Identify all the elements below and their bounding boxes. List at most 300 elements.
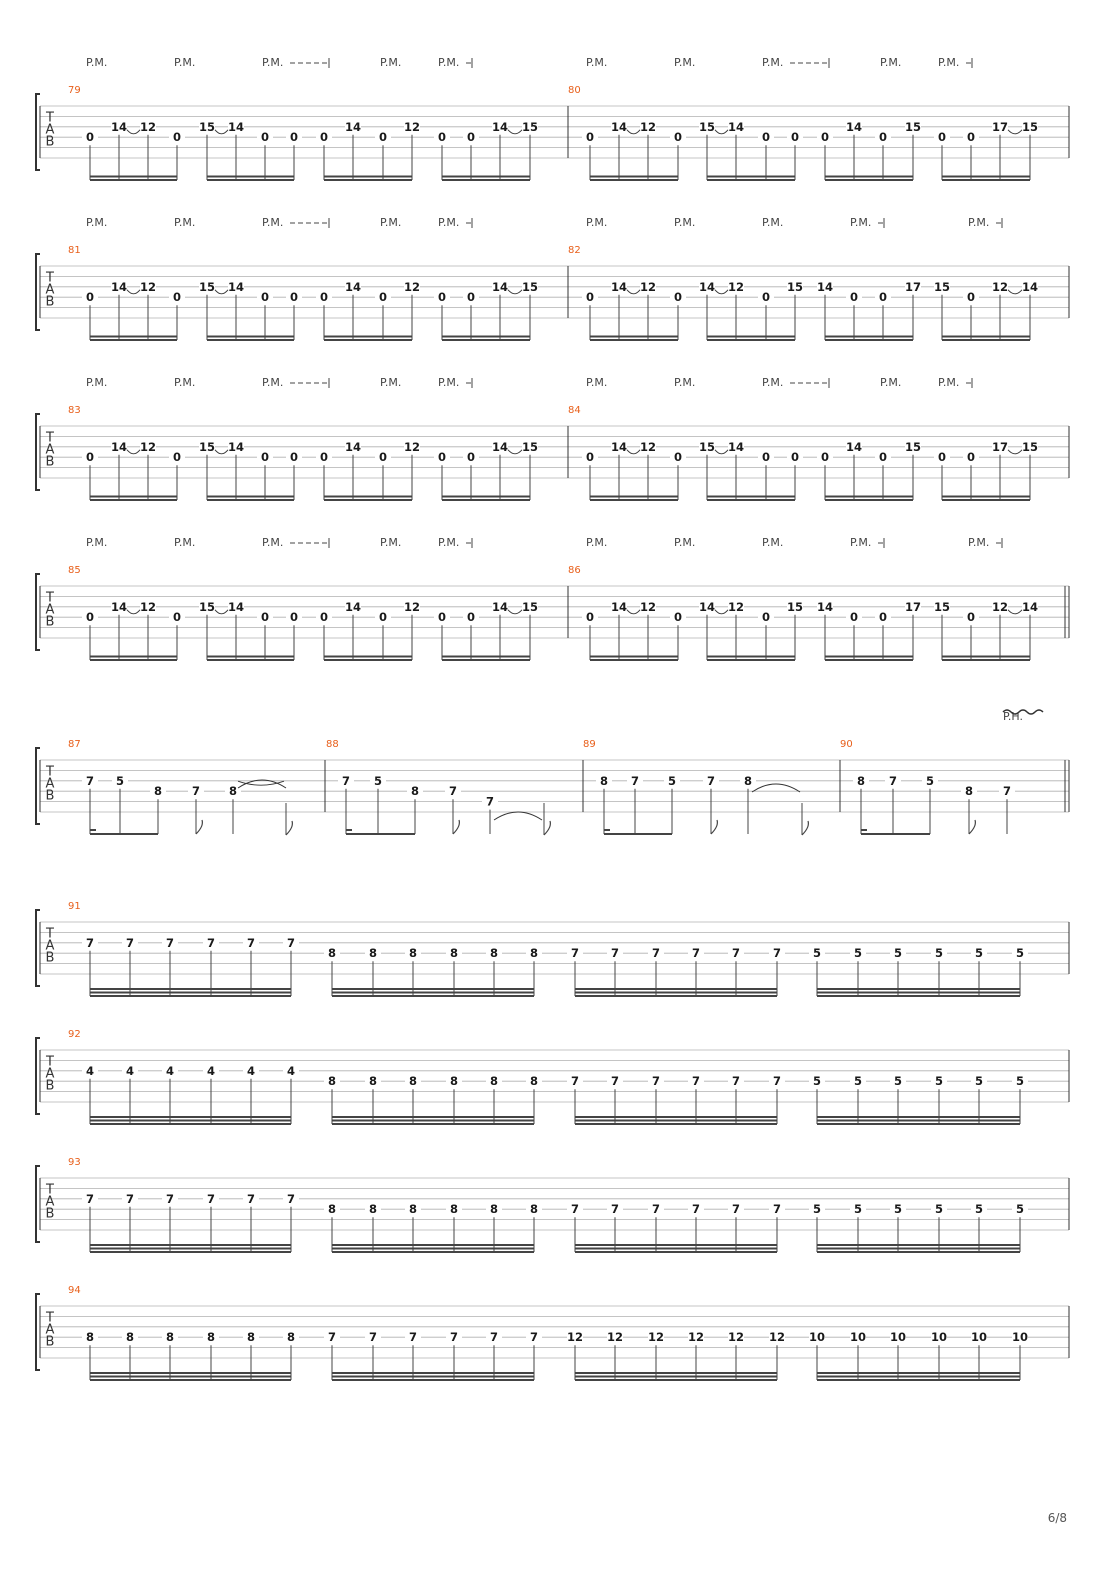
fret-number: 15 <box>933 279 951 294</box>
measure-number: 91 <box>68 901 81 912</box>
fret-number: 7 <box>408 1330 418 1345</box>
fret-number: 0 <box>319 290 329 305</box>
fret-number: 12 <box>639 119 657 134</box>
fret-number: 5 <box>925 773 935 788</box>
fret-number: 8 <box>599 773 609 788</box>
fret-number: 14 <box>845 439 863 454</box>
palm-mute-mark: P.M. <box>938 376 960 389</box>
system-bracket <box>36 1166 40 1242</box>
palm-mute-mark: P.M. <box>86 56 108 69</box>
palm-mute-mark: P.M. <box>674 216 696 229</box>
fret-number: 5 <box>853 1074 863 1089</box>
slur-mark <box>715 450 728 454</box>
fret-number: 0 <box>937 130 947 145</box>
fret-number: 0 <box>466 450 476 465</box>
slur-mark <box>127 290 140 294</box>
measure-number: 89 <box>583 739 596 750</box>
palm-mute-mark: P.M. <box>968 536 990 549</box>
fret-number: 0 <box>966 130 976 145</box>
fret-number: 5 <box>1015 1074 1025 1089</box>
tab-clef-letter: T <box>46 270 54 286</box>
fret-number: 7 <box>85 1191 95 1206</box>
fret-number: 0 <box>761 130 771 145</box>
fret-number: 8 <box>206 1330 216 1345</box>
fret-number: 5 <box>1015 1202 1025 1217</box>
fret-number: 8 <box>529 1074 539 1089</box>
tab-system <box>36 710 1069 835</box>
fret-number: 0 <box>820 130 830 145</box>
fret-number: 8 <box>327 1074 337 1089</box>
measure-number: 81 <box>68 245 81 256</box>
note-flag <box>802 821 808 835</box>
slur-mark <box>627 130 640 134</box>
slur-mark <box>627 450 640 454</box>
fret-number: 7 <box>651 1074 661 1089</box>
fret-number: 15 <box>904 439 922 454</box>
page-number: 6/8 <box>1047 1511 1067 1525</box>
fret-number: 10 <box>1011 1330 1029 1345</box>
fret-number: 8 <box>529 1202 539 1217</box>
tab-clef-letter: T <box>46 764 54 780</box>
fret-number: 5 <box>934 1202 944 1217</box>
tab-clef-letter: A <box>45 282 55 298</box>
fret-number: 0 <box>437 130 447 145</box>
measure-number: 92 <box>68 1029 81 1040</box>
fret-number: 0 <box>673 130 683 145</box>
fret-number: 12 <box>403 119 421 134</box>
fret-number: 12 <box>768 1330 786 1345</box>
fret-number: 14 <box>845 119 863 134</box>
fret-number: 0 <box>761 610 771 625</box>
tab-system <box>36 901 1069 996</box>
tab-clef-letter: T <box>46 1182 54 1198</box>
fret-number: 7 <box>570 1074 580 1089</box>
fret-number: 0 <box>378 130 388 145</box>
palm-mute-mark: P.M. <box>674 536 696 549</box>
fret-number: 7 <box>206 1191 216 1206</box>
fret-number: 7 <box>731 1074 741 1089</box>
fret-number: 8 <box>408 1202 418 1217</box>
fret-number: 0 <box>966 450 976 465</box>
fret-number: 0 <box>289 450 299 465</box>
fret-number: 0 <box>673 290 683 305</box>
fret-number: 7 <box>888 773 898 788</box>
palm-mute-mark: P.M. <box>674 376 696 389</box>
fret-number: 15 <box>933 599 951 614</box>
tab-system <box>36 536 1069 660</box>
fret-number: 0 <box>260 290 270 305</box>
fret-number: 8 <box>449 1074 459 1089</box>
fret-number: 15 <box>198 599 216 614</box>
fret-number: 7 <box>610 1202 620 1217</box>
system-bracket <box>36 748 40 824</box>
fret-number: 14 <box>227 119 245 134</box>
fret-number: 15 <box>904 119 922 134</box>
fret-number: 15 <box>698 439 716 454</box>
fret-number: 7 <box>691 1202 701 1217</box>
fret-number: 7 <box>651 1202 661 1217</box>
fret-number: 7 <box>731 946 741 961</box>
fret-number: 5 <box>974 946 984 961</box>
fret-number: 8 <box>964 784 974 799</box>
fret-number: 14 <box>816 599 834 614</box>
fret-number: 8 <box>408 1074 418 1089</box>
fret-number: 10 <box>930 1330 948 1345</box>
tab-clef-letter: B <box>45 614 55 630</box>
fret-number: 17 <box>991 119 1009 134</box>
fret-number: 7 <box>529 1330 539 1345</box>
fret-number: 12 <box>639 599 657 614</box>
fret-number: 14 <box>610 599 628 614</box>
slur-mark <box>127 450 140 454</box>
tab-clef-letter: T <box>46 1054 54 1070</box>
fret-number: 15 <box>521 599 539 614</box>
system-bracket <box>36 1038 40 1114</box>
fret-number: 7 <box>246 1191 256 1206</box>
slur-mark <box>127 610 140 614</box>
fret-number: 0 <box>849 290 859 305</box>
palm-mute-mark: P.M. <box>586 216 608 229</box>
fret-number: 0 <box>172 290 182 305</box>
fret-number: 0 <box>585 610 595 625</box>
tab-clef-letter: A <box>45 938 55 954</box>
fret-number: 14 <box>227 439 245 454</box>
note-flag <box>196 820 202 834</box>
fret-number: 8 <box>449 1202 459 1217</box>
slur-mark <box>715 290 728 294</box>
fret-number: 12 <box>639 279 657 294</box>
fret-number: 14 <box>698 599 716 614</box>
palm-mute-mark: P.M. <box>438 536 460 549</box>
measure-number: 85 <box>68 565 81 576</box>
fret-number: 0 <box>966 290 976 305</box>
tab-clef-letter: T <box>46 590 54 606</box>
fret-number: 5 <box>974 1202 984 1217</box>
system-bracket <box>36 254 40 330</box>
fret-number: 5 <box>812 946 822 961</box>
palm-mute-mark: P.M. <box>938 56 960 69</box>
fret-number: 7 <box>691 1074 701 1089</box>
fret-number: 17 <box>904 279 922 294</box>
fret-number: 0 <box>289 610 299 625</box>
fret-number: 12 <box>639 439 657 454</box>
fret-number: 5 <box>812 1074 822 1089</box>
slur-mark <box>627 610 640 614</box>
slur-mark <box>508 130 522 134</box>
pinch-harmonic-mark: P.H. <box>1003 710 1023 723</box>
fret-number: 12 <box>727 599 745 614</box>
measure-number: 79 <box>68 85 81 96</box>
fret-number: 4 <box>286 1063 296 1078</box>
note-flag <box>453 820 459 834</box>
palm-mute-mark: P.M. <box>86 216 108 229</box>
fret-number: 14 <box>344 119 362 134</box>
measure-number: 83 <box>68 405 81 416</box>
fret-number: 10 <box>889 1330 907 1345</box>
fret-number: 7 <box>125 1191 135 1206</box>
tab-clef-letter: A <box>45 122 55 138</box>
fret-number: 0 <box>878 290 888 305</box>
fret-number: 7 <box>125 935 135 950</box>
measure-number: 80 <box>568 85 581 96</box>
fret-number: 0 <box>673 610 683 625</box>
fret-number: 14 <box>110 279 128 294</box>
palm-mute-mark: P.M. <box>262 216 284 229</box>
tab-clef-letter: A <box>45 602 55 618</box>
fret-number: 14 <box>227 279 245 294</box>
tab-system <box>36 376 1069 500</box>
fret-number: 14 <box>1021 279 1039 294</box>
fret-number: 15 <box>698 119 716 134</box>
measure-number: 94 <box>68 1285 81 1296</box>
tie-mark <box>238 780 286 788</box>
palm-mute-mark: P.M. <box>174 536 196 549</box>
fret-number: 5 <box>115 773 125 788</box>
fret-number: 8 <box>228 784 238 799</box>
fret-number: 0 <box>466 290 476 305</box>
fret-number: 0 <box>85 130 95 145</box>
measure-number: 82 <box>568 245 581 256</box>
palm-mute-mark: P.M. <box>968 216 990 229</box>
fret-number: 7 <box>85 935 95 950</box>
palm-mute-mark: P.M. <box>262 536 284 549</box>
tab-clef-letter: T <box>46 926 54 942</box>
palm-mute-mark: P.M. <box>438 56 460 69</box>
palm-mute-mark: P.M. <box>438 376 460 389</box>
slur-mark <box>215 130 228 134</box>
fret-number: 5 <box>934 1074 944 1089</box>
system-bracket <box>36 414 40 490</box>
fret-number: 12 <box>647 1330 665 1345</box>
fret-number: 7 <box>772 1202 782 1217</box>
fret-number: 0 <box>585 290 595 305</box>
fret-number: 8 <box>408 946 418 961</box>
fret-number: 5 <box>974 1074 984 1089</box>
fret-number: 0 <box>937 450 947 465</box>
palm-mute-mark: P.M. <box>850 216 872 229</box>
fret-number: 14 <box>344 279 362 294</box>
note-flag <box>969 820 975 834</box>
fret-number: 0 <box>585 450 595 465</box>
tab-clef-letter: A <box>45 1066 55 1082</box>
fret-number: 8 <box>368 946 378 961</box>
palm-mute-mark: P.M. <box>380 376 402 389</box>
fret-number: 0 <box>85 450 95 465</box>
palm-mute-mark: P.M. <box>262 376 284 389</box>
slur-mark <box>215 290 228 294</box>
fret-number: 7 <box>1002 784 1012 799</box>
fret-number: 7 <box>651 946 661 961</box>
measure-number: 84 <box>568 405 581 416</box>
fret-number: 0 <box>761 290 771 305</box>
slur-mark <box>1008 290 1022 294</box>
slur-mark <box>215 450 228 454</box>
slur-mark <box>127 130 140 134</box>
fret-number: 0 <box>966 610 976 625</box>
fret-number: 5 <box>893 946 903 961</box>
fret-number: 12 <box>991 599 1009 614</box>
palm-mute-mark: P.M. <box>174 376 196 389</box>
fret-number: 5 <box>893 1074 903 1089</box>
fret-number: 0 <box>319 130 329 145</box>
fret-number: 0 <box>761 450 771 465</box>
fret-number: 4 <box>246 1063 256 1078</box>
fret-number: 12 <box>403 599 421 614</box>
slur-mark <box>1008 450 1022 454</box>
fret-number: 7 <box>448 784 458 799</box>
fret-number: 7 <box>489 1330 499 1345</box>
fret-number: 14 <box>1021 599 1039 614</box>
tab-clef-letter: A <box>45 776 55 792</box>
fret-number: 14 <box>491 439 509 454</box>
fret-number: 4 <box>125 1063 135 1078</box>
fret-number: 8 <box>489 1074 499 1089</box>
fret-number: 0 <box>878 610 888 625</box>
fret-number: 0 <box>260 130 270 145</box>
fret-number: 14 <box>110 439 128 454</box>
fret-number: 12 <box>606 1330 624 1345</box>
fret-number: 7 <box>570 946 580 961</box>
fret-number: 17 <box>991 439 1009 454</box>
fret-number: 7 <box>341 773 351 788</box>
fret-number: 7 <box>706 773 716 788</box>
tab-system <box>36 216 1069 340</box>
fret-number: 0 <box>673 450 683 465</box>
note-flag <box>286 821 292 835</box>
slur-mark <box>215 610 228 614</box>
palm-mute-mark: P.M. <box>762 536 784 549</box>
note-flag <box>711 820 717 834</box>
fret-number: 5 <box>667 773 677 788</box>
tab-system <box>36 1285 1069 1380</box>
tab-clef-letter: B <box>45 1206 55 1222</box>
palm-mute-mark: P.M. <box>380 56 402 69</box>
fret-number: 0 <box>260 450 270 465</box>
fret-number: 14 <box>491 279 509 294</box>
fret-number: 15 <box>198 439 216 454</box>
fret-number: 0 <box>260 610 270 625</box>
fret-number: 7 <box>191 784 201 799</box>
tab-clef-letter: A <box>45 442 55 458</box>
fret-number: 7 <box>165 1191 175 1206</box>
tab-clef-letter: T <box>46 430 54 446</box>
fret-number: 12 <box>727 1330 745 1345</box>
fret-number: 7 <box>570 1202 580 1217</box>
fret-number: 8 <box>246 1330 256 1345</box>
fret-number: 14 <box>727 119 745 134</box>
fret-number: 0 <box>790 450 800 465</box>
fret-number: 0 <box>849 610 859 625</box>
tab-clef-letter: B <box>45 950 55 966</box>
fret-number: 7 <box>772 946 782 961</box>
fret-number: 14 <box>727 439 745 454</box>
fret-number: 15 <box>786 599 804 614</box>
fret-number: 5 <box>853 1202 863 1217</box>
fret-number: 8 <box>489 946 499 961</box>
measure-number: 93 <box>68 1157 81 1168</box>
fret-number: 7 <box>286 935 296 950</box>
fret-number: 8 <box>85 1330 95 1345</box>
fret-number: 7 <box>246 935 256 950</box>
fret-number: 8 <box>529 946 539 961</box>
palm-mute-mark: P.M. <box>86 376 108 389</box>
palm-mute-mark: P.M. <box>262 56 284 69</box>
fret-number: 0 <box>172 450 182 465</box>
palm-mute-mark: P.M. <box>174 216 196 229</box>
tab-clef-letter: T <box>46 1310 54 1326</box>
palm-mute-mark: P.M. <box>86 536 108 549</box>
fret-number: 8 <box>125 1330 135 1345</box>
fret-number: 0 <box>289 130 299 145</box>
fret-number: 0 <box>289 290 299 305</box>
tab-clef-letter: B <box>45 134 55 150</box>
measure-number: 87 <box>68 739 81 750</box>
palm-mute-mark: P.M. <box>380 216 402 229</box>
fret-number: 12 <box>403 439 421 454</box>
fret-number: 12 <box>139 279 157 294</box>
fret-number: 4 <box>206 1063 216 1078</box>
palm-mute-mark: P.M. <box>850 536 872 549</box>
fret-number: 12 <box>139 439 157 454</box>
fret-number: 14 <box>344 599 362 614</box>
fret-number: 8 <box>327 1202 337 1217</box>
fret-number: 7 <box>731 1202 741 1217</box>
tab-clef-letter: A <box>45 1194 55 1210</box>
fret-number: 12 <box>139 119 157 134</box>
fret-number: 14 <box>610 439 628 454</box>
fret-number: 0 <box>437 610 447 625</box>
fret-number: 15 <box>1021 439 1039 454</box>
fret-number: 14 <box>491 599 509 614</box>
palm-mute-mark: P.M. <box>762 376 784 389</box>
fret-number: 12 <box>727 279 745 294</box>
fret-number: 0 <box>820 450 830 465</box>
palm-mute-mark: P.M. <box>880 376 902 389</box>
palm-mute-mark: P.M. <box>380 536 402 549</box>
fret-number: 7 <box>449 1330 459 1345</box>
fret-number: 0 <box>319 610 329 625</box>
measure-number: 86 <box>568 565 581 576</box>
palm-mute-mark: P.M. <box>586 56 608 69</box>
fret-number: 0 <box>85 610 95 625</box>
slur-mark <box>627 290 640 294</box>
fret-number: 0 <box>790 130 800 145</box>
fret-number: 12 <box>991 279 1009 294</box>
fret-number: 0 <box>378 290 388 305</box>
fret-number: 14 <box>816 279 834 294</box>
fret-number: 0 <box>585 130 595 145</box>
fret-number: 14 <box>344 439 362 454</box>
fret-number: 7 <box>630 773 640 788</box>
fret-number: 15 <box>198 279 216 294</box>
fret-number: 14 <box>110 599 128 614</box>
fret-number: 7 <box>485 794 495 809</box>
fret-number: 8 <box>856 773 866 788</box>
fret-number: 14 <box>610 119 628 134</box>
fret-number: 10 <box>970 1330 988 1345</box>
fret-number: 14 <box>610 279 628 294</box>
tab-system <box>36 1157 1069 1252</box>
fret-number: 8 <box>153 784 163 799</box>
tab-clef-letter: A <box>45 1322 55 1338</box>
fret-number: 0 <box>437 450 447 465</box>
fret-number: 7 <box>691 946 701 961</box>
fret-number: 14 <box>227 599 245 614</box>
fret-number: 4 <box>165 1063 175 1078</box>
fret-number: 15 <box>1021 119 1039 134</box>
fret-number: 7 <box>85 773 95 788</box>
fret-number: 12 <box>566 1330 584 1345</box>
